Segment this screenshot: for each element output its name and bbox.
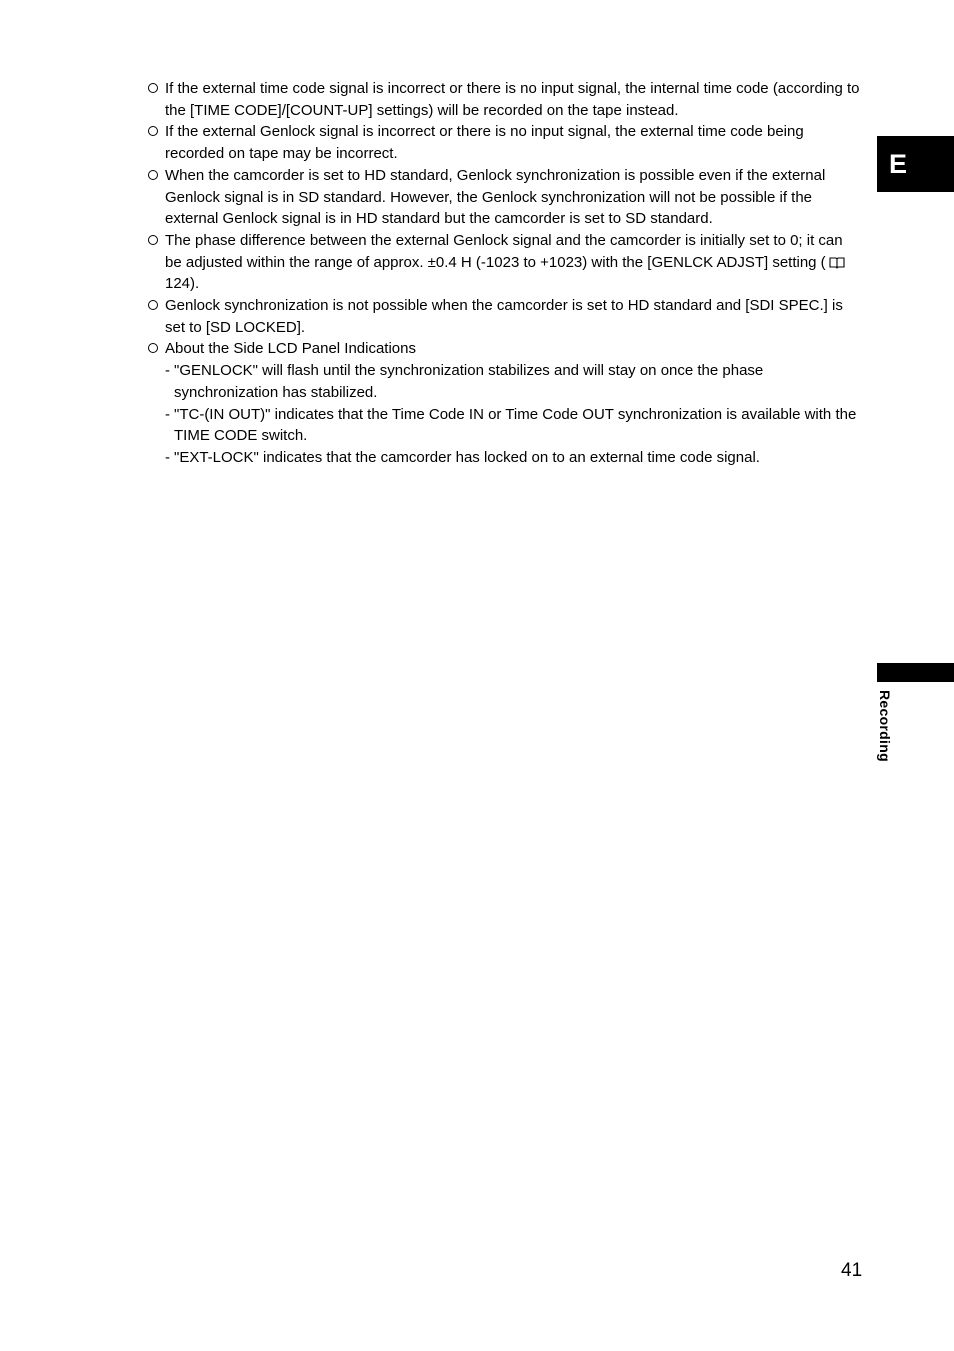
- section-label: Recording: [877, 690, 893, 762]
- note-item: [147, 121, 863, 164]
- sub-note-item: [147, 447, 863, 469]
- section-tab-bar: [877, 663, 954, 682]
- sub-note-text: "TC-(IN OUT)" indicates that the Time Code IN or Time Code OUT synchronization is available with the TIME CODE switch.: [174, 405, 857, 445]
- note-text: Genlock synchronization is not possible when the camcorder is set to HD standard and [SDI SPEC.] is set to [SD LOCKED].: [165, 297, 843, 336]
- hollow-circle-bullet-icon: [148, 235, 158, 245]
- dash-marker: -: [165, 362, 170, 380]
- note-text-tail: ).: [190, 275, 200, 293]
- note-item: [147, 230, 863, 295]
- dash-marker: -: [165, 448, 170, 466]
- note-item: [147, 338, 863, 360]
- note-item: [147, 295, 863, 338]
- note-item: [147, 165, 863, 230]
- hollow-circle-bullet-icon: [148, 300, 158, 310]
- sub-note-text: "GENLOCK" will flash until the synchronization stabilizes and will stay on once the phase synchronization has stabilized.: [174, 362, 764, 401]
- page-number: 41: [841, 1260, 863, 1281]
- note-text: The phase difference between the external Genlock signal and the camcorder is initially set to 0; it can be adjusted within the range of approx. ±0.4 H (-1023 to +1023) with the [GENLCK ADJST] setting (: [165, 231, 843, 271]
- note-text: If the external time code signal is incorrect or there is no input signal, the internal time code (according to the [TIME CODE]/[COUNT-UP] settings) will be recorded on the tape instead.: [165, 80, 860, 119]
- sub-note-text: "EXT-LOCK" indicates that the camcorder has locked on to an external time code signal.: [174, 448, 760, 466]
- note-heading: About the Side LCD Panel Indications: [165, 340, 416, 358]
- hollow-circle-bullet-icon: [148, 83, 158, 93]
- note-text: When the camcorder is set to HD standard, Genlock synchronization is possible even if the external Genlock signal is in SD standard. However, the Genlock synchronization will not be possible if the external Genlock signal is in HD standard but the camcorder is set to SD standard.: [165, 166, 826, 228]
- sub-note-item: [147, 404, 863, 447]
- note-item: [147, 78, 863, 121]
- page-reference[interactable]: 124: [165, 275, 191, 293]
- note-text: If the external Genlock signal is incorrect or there is no input signal, the external time code being recorded on tape may be incorrect.: [165, 123, 804, 163]
- hollow-circle-bullet-icon: [148, 126, 158, 136]
- language-tab: E: [877, 136, 954, 192]
- book-icon: [829, 256, 845, 269]
- hollow-circle-bullet-icon: [148, 343, 158, 353]
- hollow-circle-bullet-icon: [148, 170, 158, 180]
- dash-marker: -: [165, 405, 170, 423]
- notes-list: [147, 78, 863, 469]
- sub-note-item: [147, 360, 863, 403]
